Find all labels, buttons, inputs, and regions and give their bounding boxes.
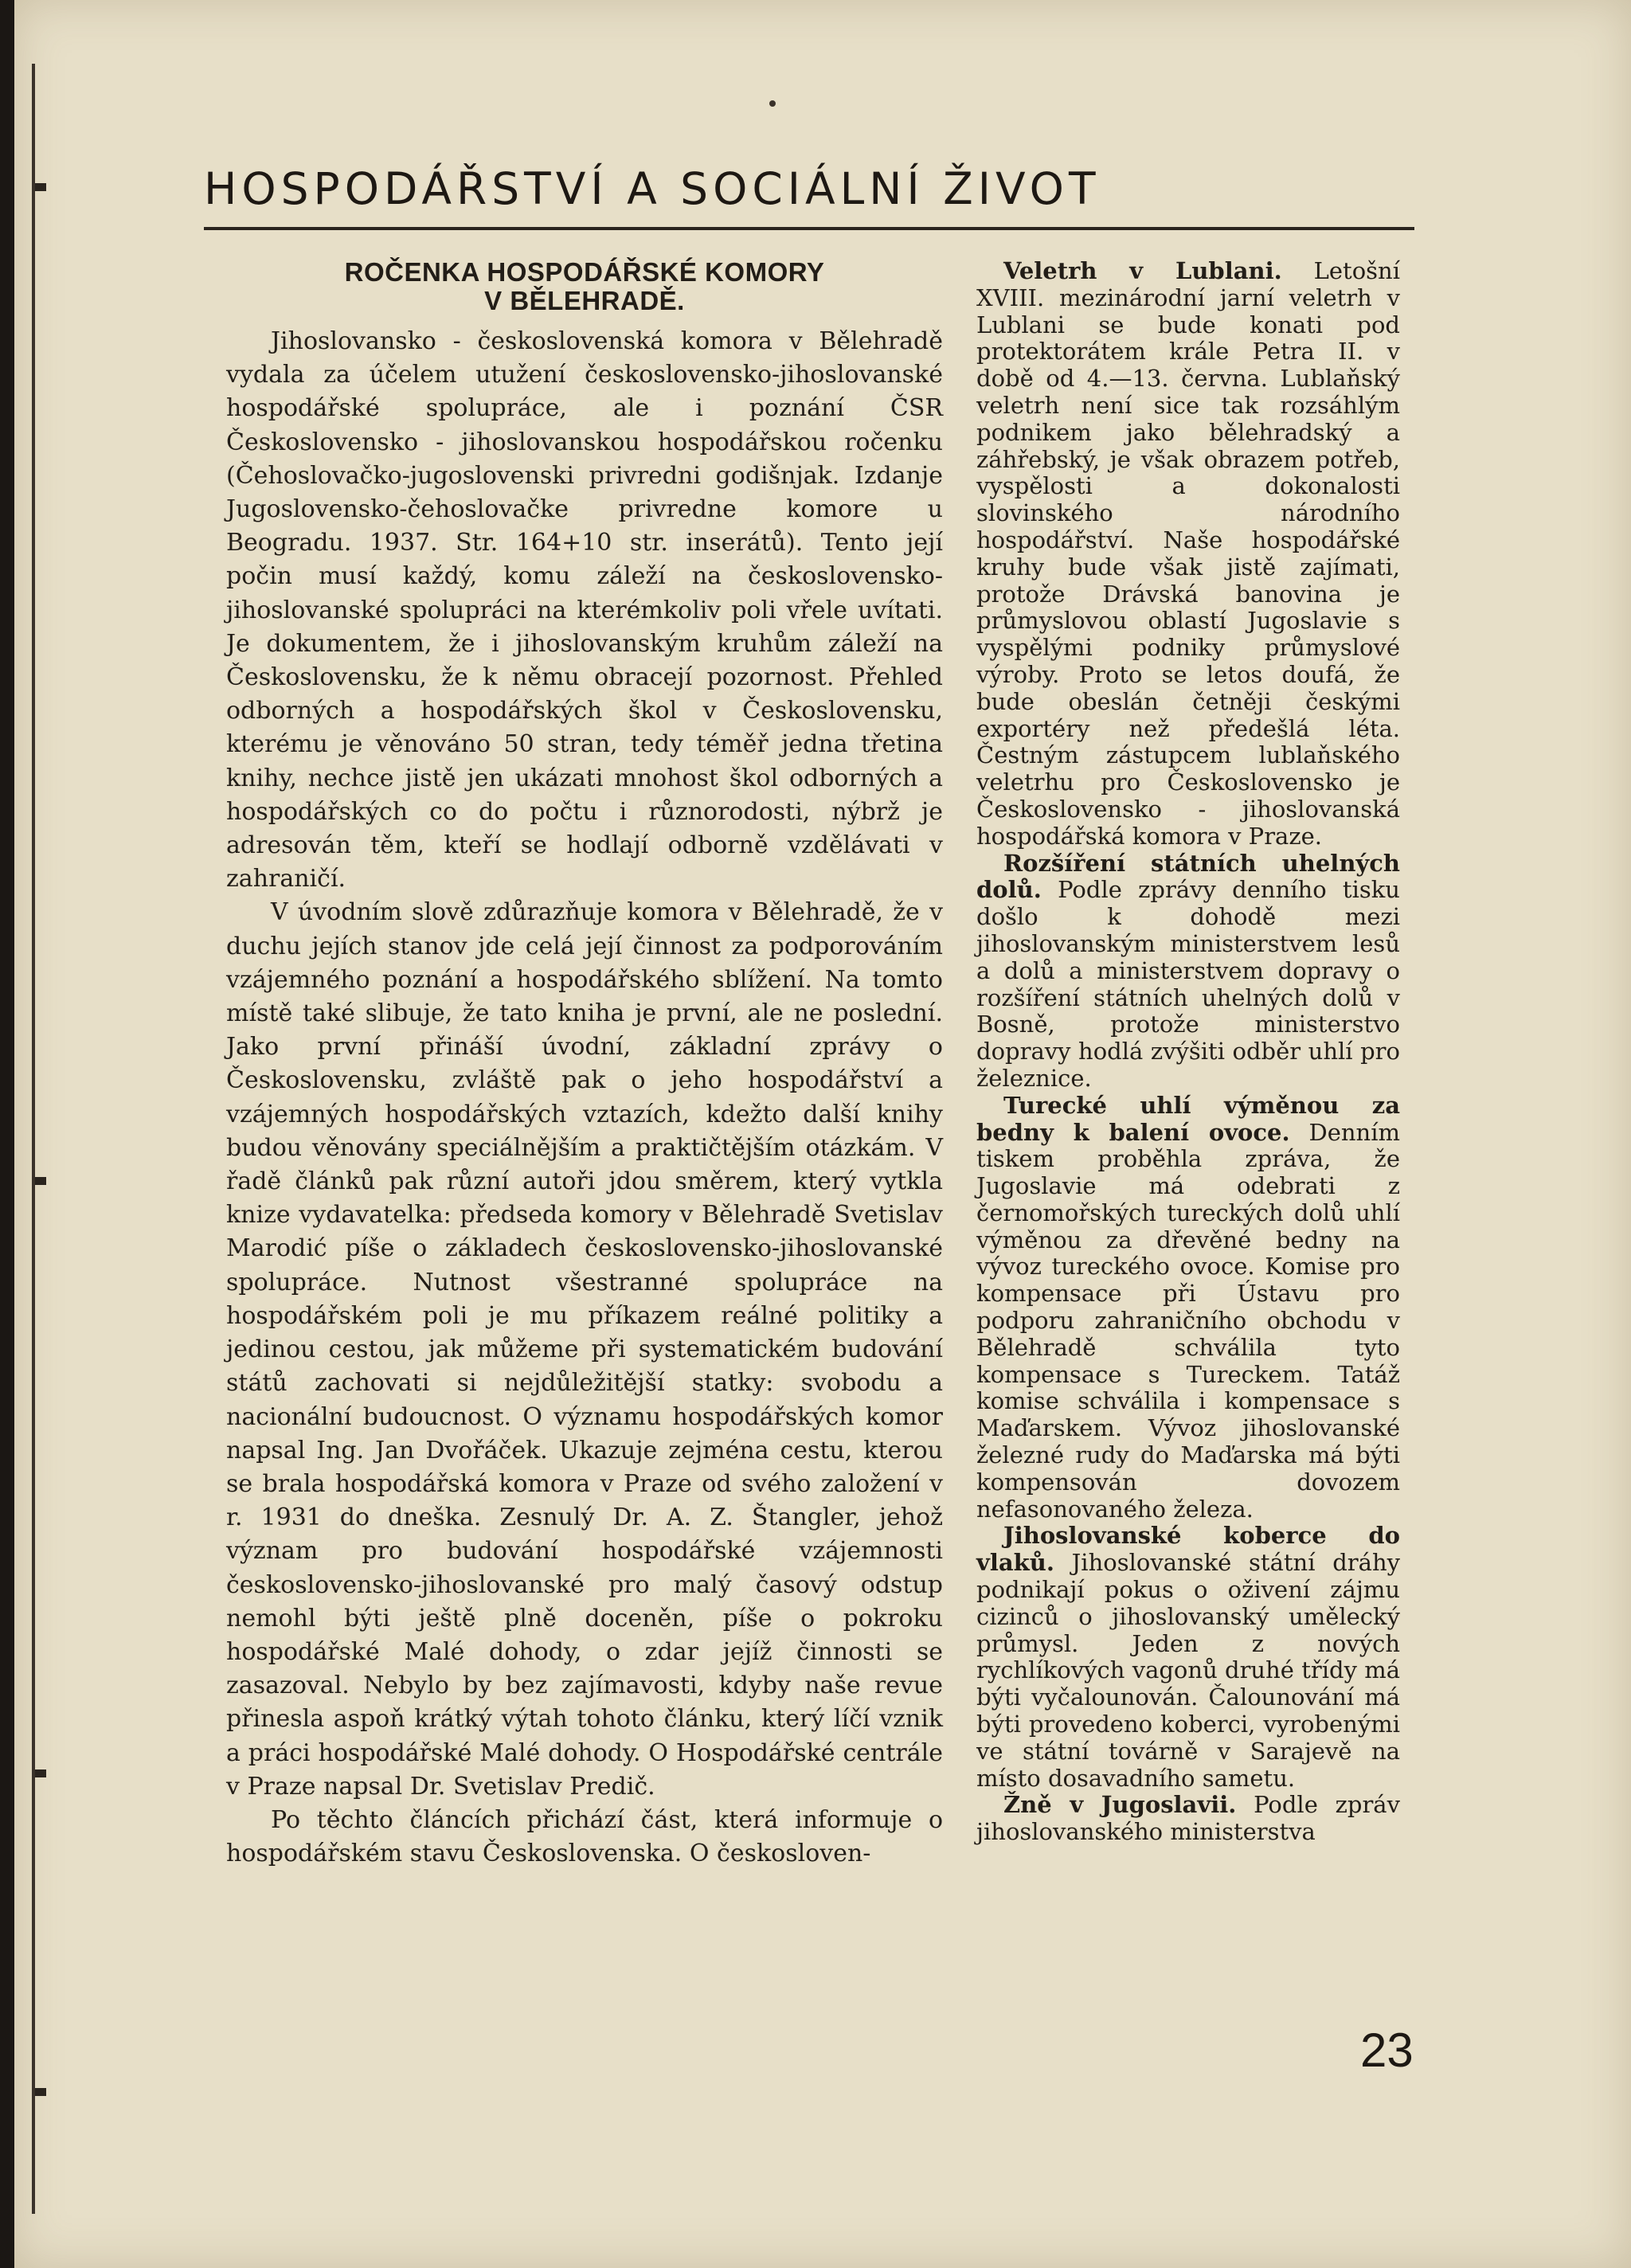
- news-item: [976, 1523, 1400, 1792]
- article-paragraph: Po těchto článcích přichází část, která informuje o hospodářském stavu Československa. O českosloven-: [226, 1805, 943, 1868]
- article-paragraph: V úvodním slově zdůrazňuje komora v Bělehradě, že v duchu jejích stanov jde celá její činnost za podporováním vzájemného poznání a hospodářského sblížení. Na tomto místě také slibuje, že tato kniha je první, ale ne poslední. Jako první přináší úvodní, základní zprávy o Československu, zvláště pak o jeho hospodářství a vzájemných hospodářských vztazích, kdežto další knihy budou věnovány speciálnějším a praktičtějším otázkám. V řadě článků pak různí autoři jdou směrem, který vytkla knize vydavatelka: předseda komory v Bělehradě Svetislav Marodić píše o základech československo-jihoslovanské spolupráce. Nutnost všestranné spolupráce na hospodářském poli je mu příkazem reálné politiky a jedinou cestou, jak můžeme při systematickém budování států zachovati si nejdůležitější statky: svobodu a nacionální budoucnost. O významu hospodářských komor napsal Ing. Jan Dvořáček. Ukazuje zejména cestu, kterou se brala hospodářská komora v Praze od svého založení v r. 1931 do dneška. Zesnulý Dr. A. Z. Štangler, jehož význam pro budování hospodářské vzájemnosti československo-jihoslovanské pro malý časový odstup nemohl býti ještě plně doceněn, píše o pokroku hospodářské Malé dohody, o zdar jejíž činnosti se zasazoval. Nebylo by bez zajímavosti, kdyby naše revue přinesla aspoň krátký výtah tohoto článku, který líčí vznik a práci hospodářské Malé dohody. O Hospodářské centrále v Praze napsal Dr. Svetislav Predič.: [226, 898, 943, 1801]
- article-paragraph: Jihoslovansko - československá komora v Bělehradě vydala za účelem utužení československo-jihoslovanské hospodářské spolupráce, ale i poznání ČSR Československo - jihoslovanskou hospodářskou ročenku (Čehoslovačko-jugoslovenski privredni godišnjak. Izdanje Jugoslovensko-čehoslovačke privredne komore u Beogradu. 1937. Str. 164+10 str. inserátů). Tento její počin musí každý, komu záleží na československo-jihoslovanské spolupráci na kterémkoliv poli vřele uvítati. Je dokumentem, že i jihoslovanským kruhům záleží na Československu, že k němu obracejí pozornost. Přehled odborných a hospodářských škol v Československu, kterému je věnováno 50 stran, tedy téměř jedna třetina knihy, nechce jistě jen ukázati mnohost škol odborných a hospodářských co do počtu i různorodosti, nýbrž je adresován těm, kteří se hodlají odborně vzdělávati v zahraničí.: [226, 327, 943, 894]
- binding-marker: [35, 1177, 46, 1185]
- binding-marker: [35, 183, 46, 191]
- article-heading: [226, 258, 943, 315]
- title-rule: [204, 227, 1414, 230]
- binding-edge: [32, 64, 35, 2214]
- news-item: [976, 1792, 1400, 1846]
- news-item: [976, 258, 1400, 850]
- article-heading-line: V BĚLEHRADĚ.: [484, 286, 685, 315]
- ink-dot: [769, 100, 776, 107]
- news-item: [976, 850, 1400, 1093]
- news-item-lead: Žně v Jugoslavii.: [1003, 1791, 1237, 1819]
- news-item-text: Letošní XVIII. mezinárodní jarní veletrh v Lublani se bude konati pod protektorátem krále Petra II. v době od 4.—13. června. Lublaňský veletrh není sice tak rozsáhlým podnikem jako bělehradský a záhřebský, je však obrazem potřeb, vyspělosti a dokonalosti slovinského národního hospodářství. Naše hospodářské kruhy bude však jistě zajímati, protože Drávská banovina je průmyslovou oblastí Jugoslavie s vyspělými podniky průmyslové výroby. Proto se letos doufá, že bude obeslán četněji českými exportéry než předešlá léta. Čestným zástupcem lublaňského veletrhu pro Československo je Československo - jihoslovanská hospodářská komora v Praze.: [976, 257, 1400, 850]
- article-heading-line: ROČENKA HOSPODÁŘSKÉ KOMORY: [344, 257, 825, 287]
- news-item: [976, 1093, 1400, 1523]
- binding-marker: [35, 1769, 46, 1777]
- left-column: [226, 258, 943, 1871]
- news-item-text: Denním tiskem proběhla zpráva, že Jugoslavie má odebrati z černomořských tureckých dolů uhlí výměnou za dřevěné bedny na vývoz tureckého ovoce. Komise pro kompensace při Ústavu pro podporu zahraničního obchodu v Bělehradě schválila tyto kompensace s Tureckem. Tatáž komise schválila i kompensace s Maďarskem. Vývoz jihoslovanské železné rudy do Maďarska má býti kompensován dovozem nefasonovaného železa.: [976, 1118, 1401, 1523]
- news-item-text: Podle zpráv jihoslovanského ministerstva: [976, 1791, 1400, 1846]
- news-item-lead: Rozšíření státních uhelných dolů.: [976, 849, 1400, 904]
- binding-marker: [35, 2088, 46, 2096]
- news-item-text: Jihoslovanské státní dráhy podnikají pokus o oživení zájmu cizinců o jihoslovanský umělecký průmysl. Jeden z nových rychlíkových vagonů druhé třídy má býti vyčalounován. Čalounování má býti provedeno koberci, vyrobenými ve státní továrně v Sarajevě na místo dosavadního sametu.: [976, 1549, 1400, 1792]
- page-number: 23: [1360, 2024, 1414, 2077]
- page: [14, 0, 1631, 2268]
- news-item-lead: Jihoslovanské koberce do vlaků.: [976, 1522, 1400, 1577]
- news-item-lead: Veletrh v Lublani.: [1003, 257, 1282, 284]
- right-column: [976, 258, 1400, 1846]
- section-title: HOSPODÁŘSTVÍ A SOCIÁLNÍ ŽIVOT: [204, 163, 1101, 214]
- news-item-lead: Turecké uhlí výměnou za bedny k balení ovoce.: [976, 1091, 1400, 1146]
- news-item-text: Podle zprávy denního tisku došlo k dohodě mezi jihoslovanským ministerstvem lesů a dolů a ministerstvem dopravy o rozšíření státních uhelných dolů v Bosně, protože ministerstvo dopravy hodlá zvýšiti odběr uhlí pro železnice.: [976, 876, 1400, 1092]
